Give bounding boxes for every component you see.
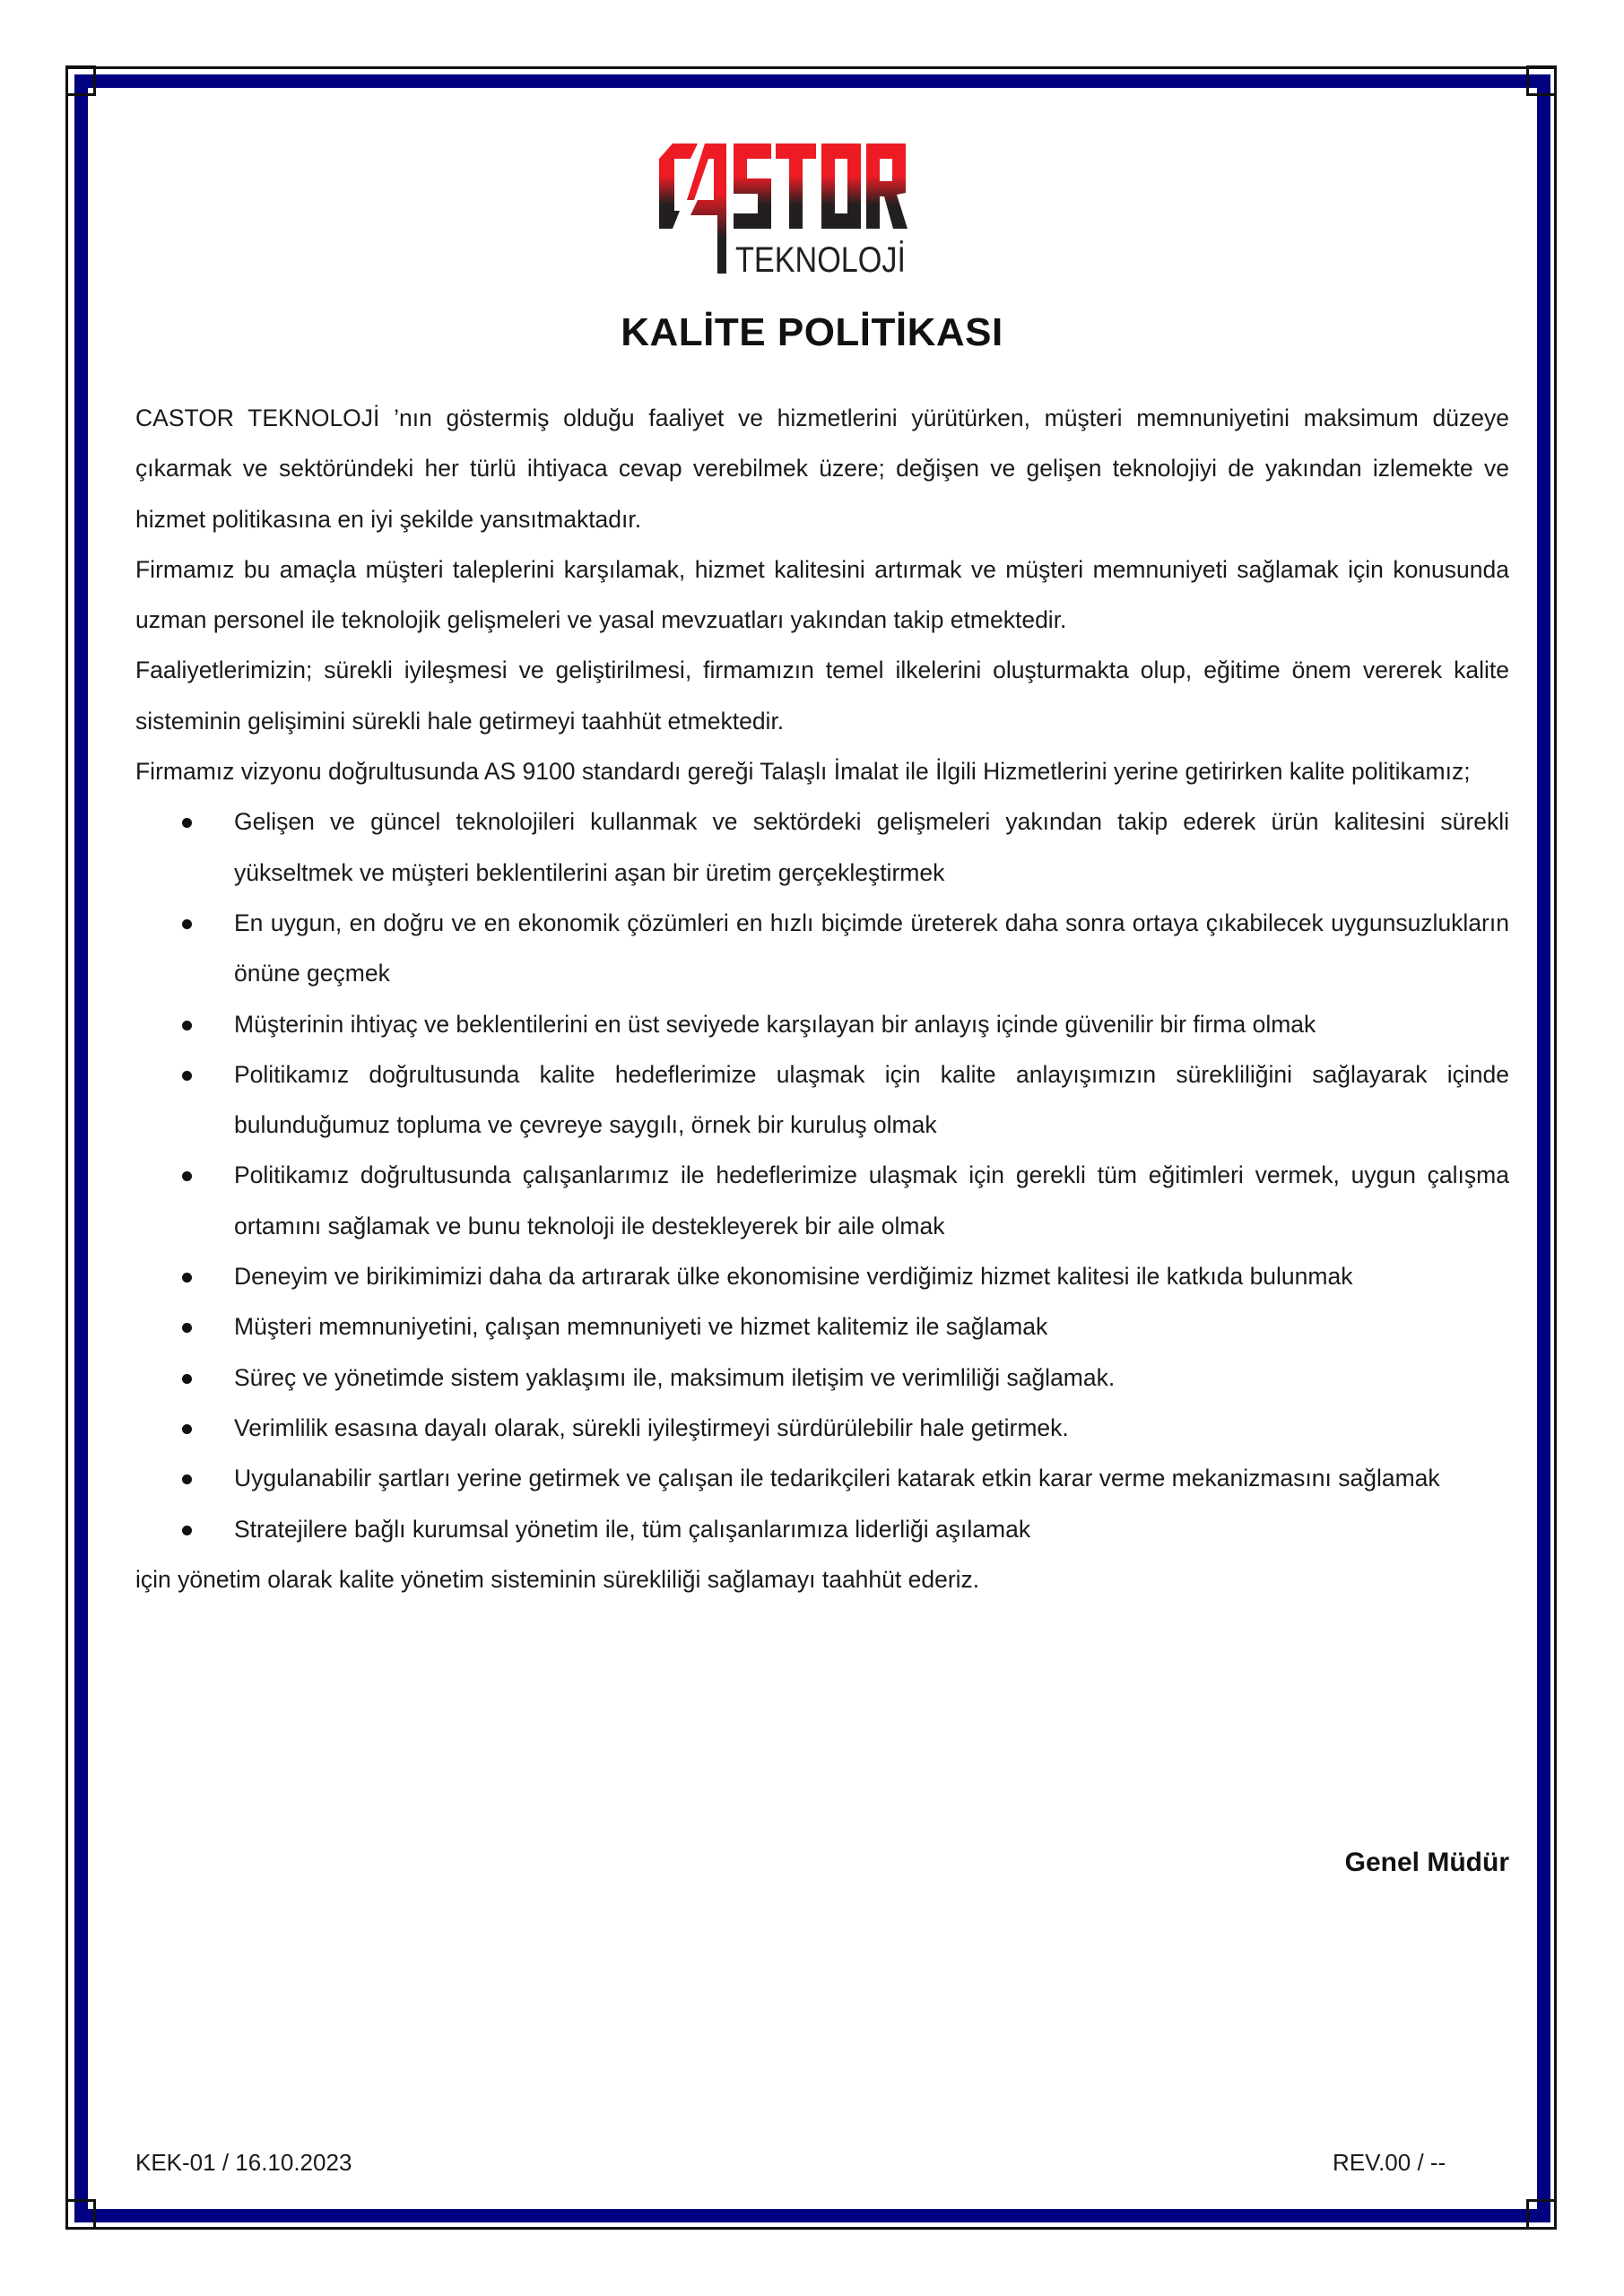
bullet-text: Stratejilere bağlı kurumsal yönetim ile, tüm çalışanlarımıza liderliği aşılamak: [234, 1515, 1031, 1543]
corner-ornament-bottom-left: [65, 2199, 96, 2230]
paragraph-intro: CASTOR TEKNOLOJİ ’nın göstermiş olduğu faaliyet ve hizmetlerini yürütürken, müşteri memnuniyetini maksimum düzeye çıkarmak ve sektöründeki her türlü ihtiyaca cevap verebilmek üzere; değişen ve gelişen teknolojiyi de yakından izlemekte ve hizmet politikasına en iyi şekilde yansıtmaktadır.: [135, 404, 1509, 533]
corner-ornament-top-left-inner: [74, 74, 96, 96]
bullet-text: Süreç ve yönetimde sistem yaklaşımı ile, maksimum iletişim ve verimliliği sağlamak.: [234, 1363, 1116, 1391]
bullet-icon: [182, 1071, 192, 1081]
list-item: [135, 1453, 1509, 1503]
logo-letter-a: [687, 144, 726, 274]
bullet-text: Verimlilik esasına dayalı olarak, sürekli iyileştirmeyi sürdürülebilir hale getirmek.: [234, 1413, 1069, 1441]
bullet-icon: [182, 1273, 192, 1283]
bullet-text: Politikamız doğrultusunda çalışanlarımız ile hedeflerimize ulaşmak için gerekli tüm eğitimleri vermek, uygun çalışma ortamını sağlamak ve bunu teknoloji ile destekleyerek bir aile olmak: [234, 1161, 1509, 1239]
policy-body: [135, 393, 1509, 1605]
bullet-text: Politikamız doğrultusunda kalite hedeflerimize ulaşmak için kalite anlayışımızın sürekliliğini sağlayarak içinde bulunduğumuz topluma ve çevreye saygılı, örnek bir kuruluş olmak: [234, 1060, 1509, 1139]
castor-teknoloji-logo: [655, 139, 935, 283]
bullet-icon: [182, 1424, 192, 1434]
paragraph-vision: Firmamız vizyonu doğrultusunda AS 9100 standardı gereği Talaşlı İmalat ile İlgili Hizmetlerini yerine getirirken kalite politikamız;: [135, 758, 1471, 786]
list-item: [135, 1150, 1509, 1251]
bullet-icon: [182, 818, 192, 828]
logo-letter-s: [734, 144, 771, 229]
list-item: [135, 1403, 1509, 1453]
bullet-icon: [182, 1171, 192, 1181]
logo-letter-r: [866, 144, 908, 229]
bullet-icon: [182, 1374, 192, 1384]
document-code: KEK-01 / 16.10.2023: [135, 2149, 352, 2176]
page-title: KALİTE POLİTİKASI: [621, 310, 1003, 354]
bullet-text: En uygun, en doğru ve en ekonomik çözümleri en hızlı biçimde üreterek daha sonra ortaya çıkabilecek uygunsuzlukların önüne geçmek: [234, 909, 1509, 987]
bullet-icon: [182, 919, 192, 929]
paragraph-activities: Faaliyetlerimizin; sürekli iyileşmesi ve geliştirilmesi, firmamızın temel ilkelerini oluşturmakta olup, eğitime önem vererek kalite sisteminin gelişimini sürekli hale getirmeyi taahhüt etmektedir.: [135, 657, 1509, 735]
list-item: [135, 999, 1509, 1049]
bullet-text: Uygulanabilir şartları yerine getirmek ve çalışan ile tedarikçileri katarak etkin karar verme mekanizmasını sağlamak: [234, 1465, 1440, 1492]
paragraph-purpose: Firmamız bu amaçla müşteri taleplerini karşılamak, hizmet kalitesini artırmak ve müşteri memnuniyeti sağlamak için konusunda uzman personel ile teknolojik gelişmeleri ve yasal mevzuatları yakından takip etmektedir.: [135, 555, 1509, 634]
bullet-text: Deneyim ve birikimimizi daha da artırarak ülke ekonomisine verdiğimiz hizmet kalitesi ile katkıda bulunmak: [234, 1263, 1353, 1291]
logo-subtitle: TEKNOLOJİ: [735, 240, 935, 280]
bullet-text: Müşteri memnuniyetini, çalışan memnuniyeti ve hizmet kalitemiz ile sağlamak: [234, 1313, 1048, 1341]
bullet-icon: [182, 1323, 192, 1333]
bullet-text: Gelişen ve güncel teknolojileri kullanmak ve sektördeki gelişmeleri yakından takip ederek ürün kalitesini sürekli yükseltmek ve müşteri beklentilerini aşan bir üretim gerçekleştirmek: [234, 808, 1509, 886]
bullet-text: Müşterinin ihtiyaç ve beklentilerini en üst seviyede karşılayan bir anlayış içinde güvenilir bir firma olmak: [234, 1010, 1316, 1038]
bullet-icon: [182, 1526, 192, 1535]
list-item: [135, 796, 1509, 898]
corner-ornament-top-right: [1526, 65, 1557, 96]
list-item: [135, 1301, 1509, 1352]
logo-letter-t: [776, 144, 816, 229]
closing-statement: için yönetim olarak kalite yönetim sisteminin sürekliliği sağlamayı taahhüt ederiz.: [135, 1565, 980, 1593]
list-item: [135, 1049, 1509, 1151]
bullet-icon: [182, 1021, 192, 1031]
logo-letter-o: [821, 144, 861, 229]
revision-number: REV.00 / --: [1333, 2149, 1446, 2176]
list-item: [135, 1504, 1509, 1554]
list-item: [135, 898, 1509, 999]
list-item: [135, 1251, 1509, 1301]
policy-bullet-list: [135, 796, 1509, 1553]
bullet-icon: [182, 1474, 192, 1484]
signature-title: Genel Müdür: [1344, 1848, 1509, 1877]
corner-ornament-bottom-right: [1526, 2199, 1557, 2230]
list-item: [135, 1352, 1509, 1403]
